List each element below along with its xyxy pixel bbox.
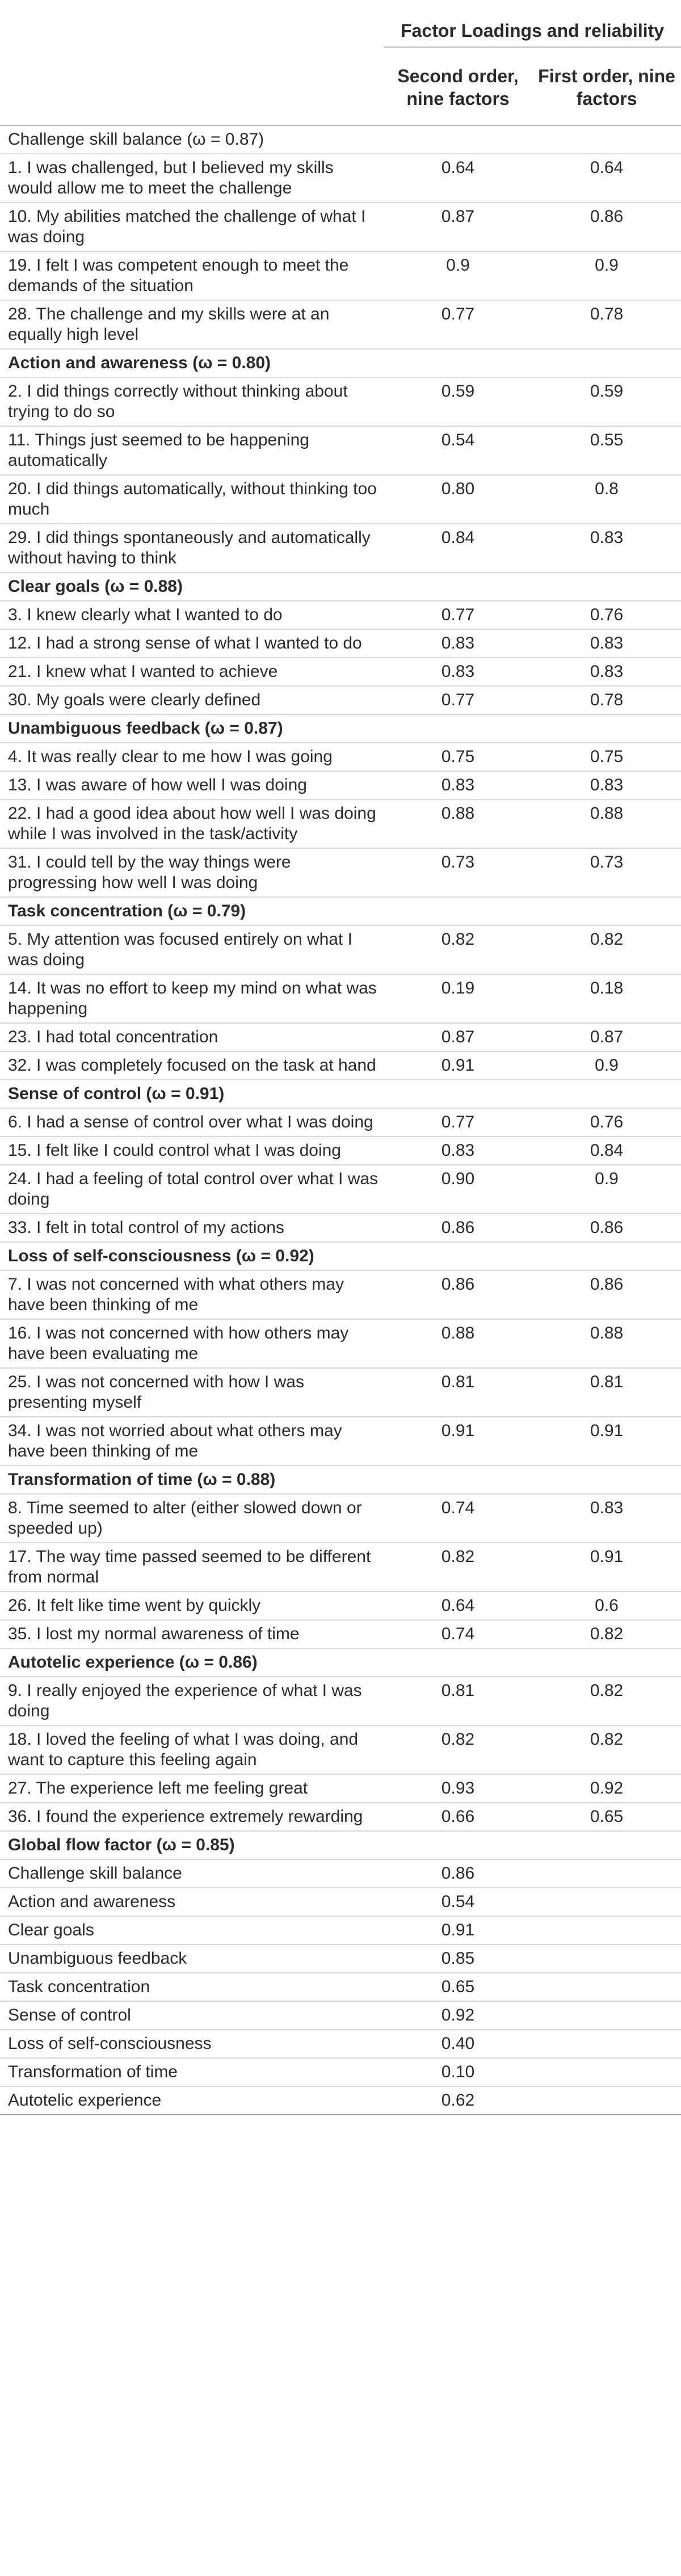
table-row bbox=[0, 2001, 681, 2030]
second-order-loading: 0.85 bbox=[384, 1944, 532, 1973]
section-title: Transformation of time (ω = 0.88) bbox=[0, 1466, 681, 1494]
section-header-row bbox=[0, 125, 681, 154]
second-order-loading: 0.83 bbox=[384, 658, 532, 686]
item-label: 6. I had a sense of control over what I was doing bbox=[0, 1108, 384, 1137]
first-order-loading: 0.82 bbox=[532, 1725, 681, 1774]
first-order-loading bbox=[532, 2058, 681, 2086]
first-order-loading bbox=[532, 1888, 681, 1916]
second-order-loading: 0.92 bbox=[384, 2001, 532, 2030]
table-row bbox=[0, 1973, 681, 2001]
second-order-loading: 0.91 bbox=[384, 1417, 532, 1466]
table-row bbox=[0, 1023, 681, 1051]
section-title: Autotelic experience (ω = 0.86) bbox=[0, 1648, 681, 1677]
first-order-loading: 0.86 bbox=[532, 1270, 681, 1319]
first-order-loading: 0.9 bbox=[532, 1165, 681, 1214]
section-title: Loss of self-consciousness (ω = 0.92) bbox=[0, 1242, 681, 1270]
second-order-loading: 0.88 bbox=[384, 1319, 532, 1368]
header-group-row bbox=[0, 0, 681, 47]
table-row bbox=[0, 1725, 681, 1774]
first-order-loading: 0.59 bbox=[532, 377, 681, 426]
item-label: 25. I was not concerned with how I was presenting myself bbox=[0, 1368, 384, 1417]
second-order-loading: 0.84 bbox=[384, 524, 532, 573]
second-order-loading: 0.93 bbox=[384, 1774, 532, 1803]
section-header-row bbox=[0, 1648, 681, 1677]
table-row bbox=[0, 1774, 681, 1803]
table-row bbox=[0, 1108, 681, 1137]
table-row bbox=[0, 1543, 681, 1592]
header-second-order: Second order, nine factors bbox=[384, 47, 532, 125]
table-row bbox=[0, 1270, 681, 1319]
first-order-loading: 0.88 bbox=[532, 799, 681, 848]
second-order-loading: 0.86 bbox=[384, 1859, 532, 1888]
table-row bbox=[0, 1888, 681, 1916]
second-order-loading: 0.77 bbox=[384, 686, 532, 714]
table-row bbox=[0, 974, 681, 1023]
second-order-loading: 0.74 bbox=[384, 1620, 532, 1648]
second-order-loading: 0.77 bbox=[384, 601, 532, 629]
item-label: 11. Things just seemed to be happening automatically bbox=[0, 426, 384, 475]
first-order-loading bbox=[532, 2030, 681, 2058]
item-label: 18. I loved the feeling of what I was doing, and want to capture this feeling again bbox=[0, 1725, 384, 1774]
first-order-loading: 0.18 bbox=[532, 974, 681, 1023]
first-order-loading: 0.6 bbox=[532, 1592, 681, 1620]
first-order-loading: 0.65 bbox=[532, 1803, 681, 1831]
item-label: 21. I knew what I wanted to achieve bbox=[0, 658, 384, 686]
header-blank-cell bbox=[0, 0, 384, 47]
first-order-loading: 0.84 bbox=[532, 1137, 681, 1165]
section-header-row bbox=[0, 897, 681, 925]
item-label: 10. My abilities matched the challenge of what I was doing bbox=[0, 203, 384, 251]
item-label: 32. I was completely focused on the task at hand bbox=[0, 1051, 384, 1080]
second-order-loading: 0.54 bbox=[384, 426, 532, 475]
first-order-loading: 0.91 bbox=[532, 1417, 681, 1466]
item-label: 31. I could tell by the way things were progressing how well I was doing bbox=[0, 848, 384, 897]
table-row bbox=[0, 524, 681, 573]
table-row bbox=[0, 1592, 681, 1620]
item-label: 36. I found the experience extremely rewarding bbox=[0, 1803, 384, 1831]
second-order-loading: 0.40 bbox=[384, 2030, 532, 2058]
first-order-loading: 0.81 bbox=[532, 1368, 681, 1417]
first-order-loading: 0.87 bbox=[532, 1023, 681, 1051]
item-label: 23. I had total concentration bbox=[0, 1023, 384, 1051]
item-label: 1. I was challenged, but I believed my skills would allow me to meet the challenge bbox=[0, 154, 384, 203]
table-row bbox=[0, 848, 681, 897]
section-header-row bbox=[0, 1831, 681, 1859]
item-label: 20. I did things automatically, without thinking too much bbox=[0, 475, 384, 524]
item-label: 2. I did things correctly without thinking about trying to do so bbox=[0, 377, 384, 426]
first-order-loading: 0.92 bbox=[532, 1774, 681, 1803]
second-order-loading: 0.77 bbox=[384, 1108, 532, 1137]
second-order-loading: 0.87 bbox=[384, 203, 532, 251]
first-order-loading: 0.75 bbox=[532, 743, 681, 771]
item-label: 30. My goals were clearly defined bbox=[0, 686, 384, 714]
first-order-loading: 0.83 bbox=[532, 1494, 681, 1543]
second-order-loading: 0.82 bbox=[384, 1543, 532, 1592]
item-label: 28. The challenge and my skills were at an equally high level bbox=[0, 300, 384, 349]
table-row bbox=[0, 377, 681, 426]
second-order-loading: 0.54 bbox=[384, 1888, 532, 1916]
item-label: Autotelic experience bbox=[0, 2086, 384, 2115]
first-order-loading: 0.82 bbox=[532, 925, 681, 974]
first-order-loading: 0.86 bbox=[532, 203, 681, 251]
item-label: 8. Time seemed to alter (either slowed down or speeded up) bbox=[0, 1494, 384, 1543]
table-row bbox=[0, 601, 681, 629]
first-order-loading bbox=[532, 1916, 681, 1944]
table-row bbox=[0, 1494, 681, 1543]
table-row bbox=[0, 771, 681, 799]
first-order-loading: 0.64 bbox=[532, 154, 681, 203]
table-row bbox=[0, 203, 681, 251]
section-header-row bbox=[0, 573, 681, 601]
section-title: Clear goals (ω = 0.88) bbox=[0, 573, 681, 601]
first-order-loading: 0.91 bbox=[532, 1543, 681, 1592]
item-label: Sense of control bbox=[0, 2001, 384, 2030]
item-label: 3. I knew clearly what I wanted to do bbox=[0, 601, 384, 629]
first-order-loading: 0.82 bbox=[532, 1677, 681, 1725]
second-order-loading: 0.77 bbox=[384, 300, 532, 349]
header-column-row bbox=[0, 47, 681, 125]
second-order-loading: 0.65 bbox=[384, 1973, 532, 2001]
second-order-loading: 0.10 bbox=[384, 2058, 532, 2086]
table-row bbox=[0, 925, 681, 974]
second-order-loading: 0.73 bbox=[384, 848, 532, 897]
first-order-loading: 0.55 bbox=[532, 426, 681, 475]
table-row bbox=[0, 799, 681, 848]
item-label: 4. It was really clear to me how I was going bbox=[0, 743, 384, 771]
second-order-loading: 0.83 bbox=[384, 771, 532, 799]
first-order-loading bbox=[532, 2086, 681, 2115]
second-order-loading: 0.86 bbox=[384, 1270, 532, 1319]
second-order-loading: 0.64 bbox=[384, 154, 532, 203]
item-label: 35. I lost my normal awareness of time bbox=[0, 1620, 384, 1648]
second-order-loading: 0.75 bbox=[384, 743, 532, 771]
item-label: Challenge skill balance bbox=[0, 1859, 384, 1888]
table-row bbox=[0, 1677, 681, 1725]
table-body bbox=[0, 125, 681, 2115]
item-label: 7. I was not concerned with what others may have been thinking of me bbox=[0, 1270, 384, 1319]
first-order-loading: 0.83 bbox=[532, 524, 681, 573]
first-order-loading: 0.86 bbox=[532, 1214, 681, 1242]
table-row bbox=[0, 658, 681, 686]
item-label: 15. I felt like I could control what I was doing bbox=[0, 1137, 384, 1165]
first-order-loading: 0.8 bbox=[532, 475, 681, 524]
second-order-loading: 0.9 bbox=[384, 251, 532, 300]
item-label: 16. I was not concerned with how others may have been evaluating me bbox=[0, 1319, 384, 1368]
first-order-loading: 0.78 bbox=[532, 300, 681, 349]
item-label: 26. It felt like time went by quickly bbox=[0, 1592, 384, 1620]
section-title: Challenge skill balance (ω = 0.87) bbox=[0, 125, 681, 154]
item-label: Unambiguous feedback bbox=[0, 1944, 384, 1973]
second-order-loading: 0.81 bbox=[384, 1368, 532, 1417]
table-row bbox=[0, 743, 681, 771]
table-row bbox=[0, 154, 681, 203]
first-order-loading: 0.83 bbox=[532, 658, 681, 686]
item-label: 14. It was no effort to keep my mind on what was happening bbox=[0, 974, 384, 1023]
first-order-loading: 0.9 bbox=[532, 251, 681, 300]
section-title: Action and awareness (ω = 0.80) bbox=[0, 349, 681, 377]
second-order-loading: 0.74 bbox=[384, 1494, 532, 1543]
section-title: Unambiguous feedback (ω = 0.87) bbox=[0, 714, 681, 743]
item-label: Transformation of time bbox=[0, 2058, 384, 2086]
item-label: Task concentration bbox=[0, 1973, 384, 2001]
table-row bbox=[0, 686, 681, 714]
table-header bbox=[0, 0, 681, 125]
second-order-loading: 0.86 bbox=[384, 1214, 532, 1242]
first-order-loading: 0.9 bbox=[532, 1051, 681, 1080]
second-order-loading: 0.87 bbox=[384, 1023, 532, 1051]
section-title: Sense of control (ω = 0.91) bbox=[0, 1080, 681, 1108]
item-label: 12. I had a strong sense of what I wanted to do bbox=[0, 629, 384, 658]
item-label: 19. I felt I was competent enough to meet the demands of the situation bbox=[0, 251, 384, 300]
table-row bbox=[0, 2086, 681, 2115]
table-row bbox=[0, 251, 681, 300]
table-row bbox=[0, 475, 681, 524]
second-order-loading: 0.90 bbox=[384, 1165, 532, 1214]
second-order-loading: 0.83 bbox=[384, 629, 532, 658]
second-order-loading: 0.19 bbox=[384, 974, 532, 1023]
table-row bbox=[0, 1859, 681, 1888]
first-order-loading: 0.88 bbox=[532, 1319, 681, 1368]
first-order-loading: 0.78 bbox=[532, 686, 681, 714]
item-label: 13. I was aware of how well I was doing bbox=[0, 771, 384, 799]
section-header-row bbox=[0, 1080, 681, 1108]
table-row bbox=[0, 1214, 681, 1242]
table-row bbox=[0, 1368, 681, 1417]
table-row bbox=[0, 1803, 681, 1831]
item-label: 27. The experience left me feeling great bbox=[0, 1774, 384, 1803]
table-row bbox=[0, 1916, 681, 1944]
table-row bbox=[0, 1620, 681, 1648]
second-order-loading: 0.64 bbox=[384, 1592, 532, 1620]
second-order-loading: 0.80 bbox=[384, 475, 532, 524]
table-row bbox=[0, 2058, 681, 2086]
first-order-loading: 0.73 bbox=[532, 848, 681, 897]
first-order-loading: 0.76 bbox=[532, 1108, 681, 1137]
table-row bbox=[0, 629, 681, 658]
table-row bbox=[0, 1137, 681, 1165]
header-first-order: First order, nine factors bbox=[532, 47, 681, 125]
header-group-title: Factor Loadings and reliability bbox=[384, 0, 681, 47]
table-row bbox=[0, 426, 681, 475]
item-label: 24. I had a feeling of total control over what I was doing bbox=[0, 1165, 384, 1214]
table-row bbox=[0, 1417, 681, 1466]
section-header-row bbox=[0, 1466, 681, 1494]
section-header-row bbox=[0, 349, 681, 377]
item-label: 17. The way time passed seemed to be different from normal bbox=[0, 1543, 384, 1592]
first-order-loading: 0.82 bbox=[532, 1620, 681, 1648]
second-order-loading: 0.82 bbox=[384, 1725, 532, 1774]
table-row bbox=[0, 1165, 681, 1214]
second-order-loading: 0.66 bbox=[384, 1803, 532, 1831]
first-order-loading bbox=[532, 1944, 681, 1973]
first-order-loading bbox=[532, 1859, 681, 1888]
item-label: Clear goals bbox=[0, 1916, 384, 1944]
second-order-loading: 0.88 bbox=[384, 799, 532, 848]
second-order-loading: 0.62 bbox=[384, 2086, 532, 2115]
header-blank-cell bbox=[0, 47, 384, 125]
table-row bbox=[0, 300, 681, 349]
section-title: Global flow factor (ω = 0.85) bbox=[0, 1831, 681, 1859]
item-label: 34. I was not worried about what others may have been thinking of me bbox=[0, 1417, 384, 1466]
second-order-loading: 0.82 bbox=[384, 925, 532, 974]
item-label: 22. I had a good idea about how well I was doing while I was involved in the task/activity bbox=[0, 799, 384, 848]
section-header-row bbox=[0, 1242, 681, 1270]
item-label: Loss of self-consciousness bbox=[0, 2030, 384, 2058]
first-order-loading: 0.83 bbox=[532, 629, 681, 658]
first-order-loading: 0.83 bbox=[532, 771, 681, 799]
section-title: Task concentration (ω = 0.79) bbox=[0, 897, 681, 925]
table-row bbox=[0, 1944, 681, 1973]
item-label: 29. I did things spontaneously and automatically without having to think bbox=[0, 524, 384, 573]
item-label: 33. I felt in total control of my actions bbox=[0, 1214, 384, 1242]
table-row bbox=[0, 1319, 681, 1368]
second-order-loading: 0.59 bbox=[384, 377, 532, 426]
first-order-loading bbox=[532, 2001, 681, 2030]
item-label: 5. My attention was focused entirely on what I was doing bbox=[0, 925, 384, 974]
first-order-loading: 0.76 bbox=[532, 601, 681, 629]
second-order-loading: 0.81 bbox=[384, 1677, 532, 1725]
table-row bbox=[0, 1051, 681, 1080]
section-header-row bbox=[0, 714, 681, 743]
table-row bbox=[0, 2030, 681, 2058]
second-order-loading: 0.91 bbox=[384, 1916, 532, 1944]
first-order-loading bbox=[532, 1973, 681, 2001]
second-order-loading: 0.91 bbox=[384, 1051, 532, 1080]
item-label: Action and awareness bbox=[0, 1888, 384, 1916]
item-label: 9. I really enjoyed the experience of what I was doing bbox=[0, 1677, 384, 1725]
second-order-loading: 0.83 bbox=[384, 1137, 532, 1165]
